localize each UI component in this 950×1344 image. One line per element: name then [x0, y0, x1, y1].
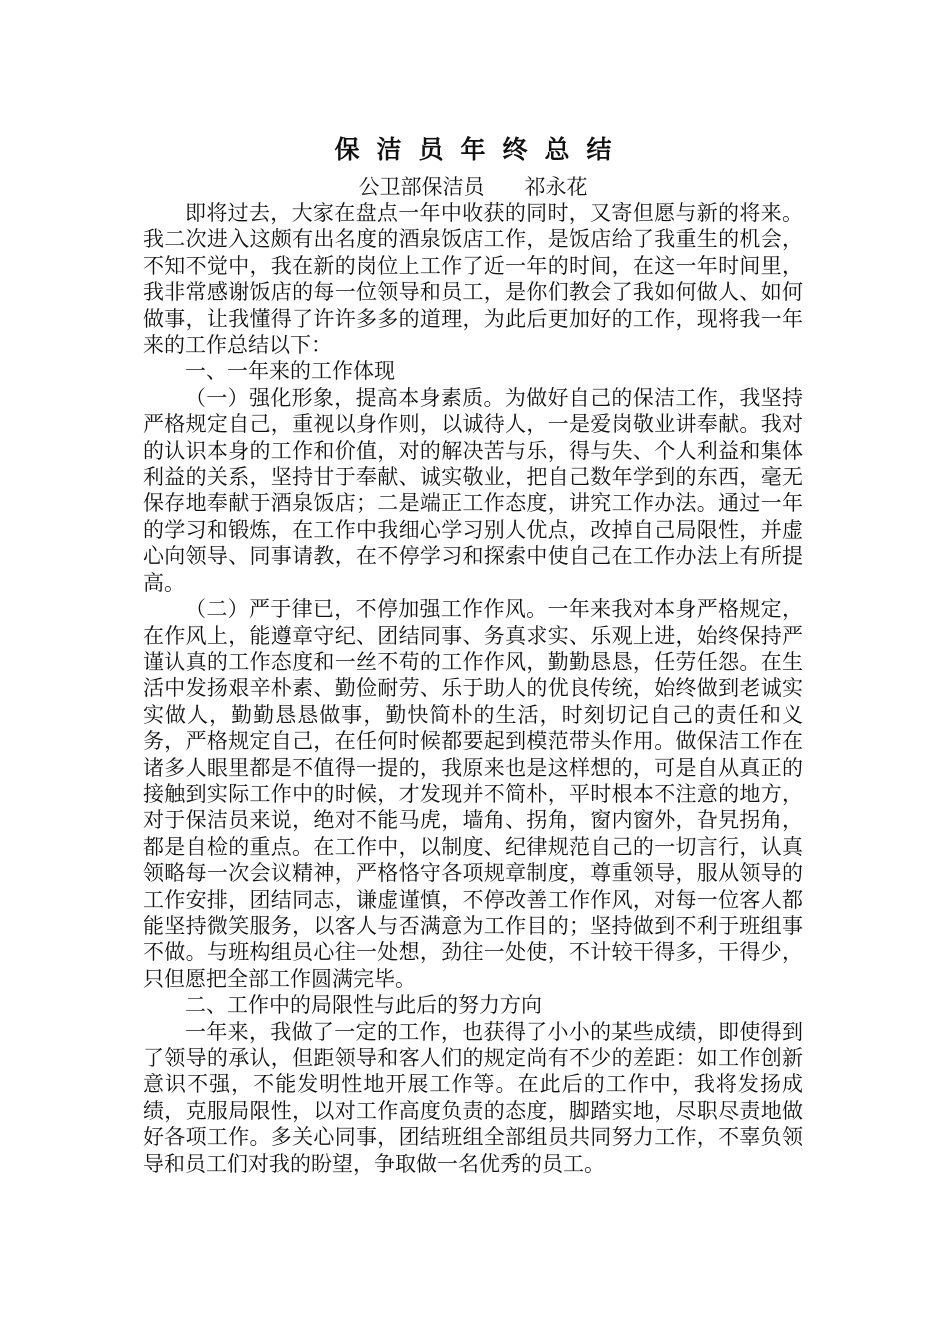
document-page — [143, 130, 803, 1177]
body-paragraph-3: 一年来，我做了一定的工作，也获得了小小的某些成绩，即使得到了领导的承认，但距领导和客人们的规定尚有不少的差距：如工作创新意识不强，不能发明性地开展工作等。在此后的工作中，我将发扬成绩，克服局限性，以对工作高度负责的态度，脚踏实地，尽职尽责地做好各项工作。多关心同事，团结班组全部组员共同努力工作，不辜负领导和员工们对我的盼望，争取做一名优秀的员工。 — [143, 1019, 803, 1176]
body-paragraph-2: （二）严于律已，不停加强工作作风。一年来我对本身严格规定，在作风上，能遵章守纪、团结同事、务真求实、乐观上进，始终保持严谨认真的工作态度和一丝不苟的工作作风，勤勤恳恳，任劳任怨。在生活中发扬艰辛朴素、勤俭耐劳、乐于助人的优良传统，始终做到老诚实实做人，勤勤恳恳做事，勤快简朴的生活，时刻切记自己的责任和义务，严格规定自己，在任何时候都要起到模范带头作用。做保洁工作在诸多人眼里都是不值得一提的，我原来也是这样想的，可是自从真正的接触到实际工作中的时候，才发现并不简朴，平时根本不注意的地方，对于保洁员来说，绝对不能马虎，墙角、拐角，窗内窗外，旮旯拐角，都是自检的重点。在工作中，以制度、纪律规范自己的一切言行，认真领略每一次会议精神，严格恪守各项规章制度，尊重领导，服从领导的工作安排，团结同志，谦虚谨慎，不停改善工作作风，对每一位客人都能坚持微笑服务，以客人与否满意为工作目的；坚持做到不利于班组事不做。与班构组员心往一处想，劲往一处使，不计较干得多，干得少，只但愿把全部工作圆满完毕。 — [143, 597, 803, 991]
intro-paragraph: 即将过去，大家在盘点一年中收获的同时，又寄但愿与新的将来。我二次进入这颇有出名度的酒泉饭店工作，是饭店给了我重生的机会，不知不觉中，我在新的岗位上工作了近一年的时间，在这一年时间里，我非常感谢饭店的每一位领导和员工，是你们教会了我如何做人、如何做事，让我懂得了许许多多的道理，为此后更加好的工作，现将我一年来的工作总结以下： — [143, 201, 803, 358]
body-paragraph-1: （一）强化形象，提高本身素质。为做好自己的保洁工作，我坚持严格规定自己，重视以身作则，以诚待人，一是爱岗敬业讲奉献。我对的认识本身的工作和价值，对的解决苦与乐，得与失、个人利益和集体利益的关系，坚持甘于奉献、诚实敬业，把自己数年学到的东西，毫无保存地奉献于酒泉饭店；二是端正工作态度，讲究工作办法。通过一年的学习和锻炼，在工作中我细心学习别人优点，改掉自己局限性，并虚心向领导、同事请教，在不停学习和探索中使自己在工作办法上有所提高。 — [143, 385, 803, 595]
section-heading-1: 一、一年来的工作体现 — [185, 359, 395, 384]
section-heading-2: 二、工作中的局限性与此后的努力方向 — [185, 993, 542, 1018]
document-title: 保洁员年终总结 — [334, 135, 629, 164]
document-byline: 公卫部保洁员 祁永花 — [358, 175, 588, 199]
